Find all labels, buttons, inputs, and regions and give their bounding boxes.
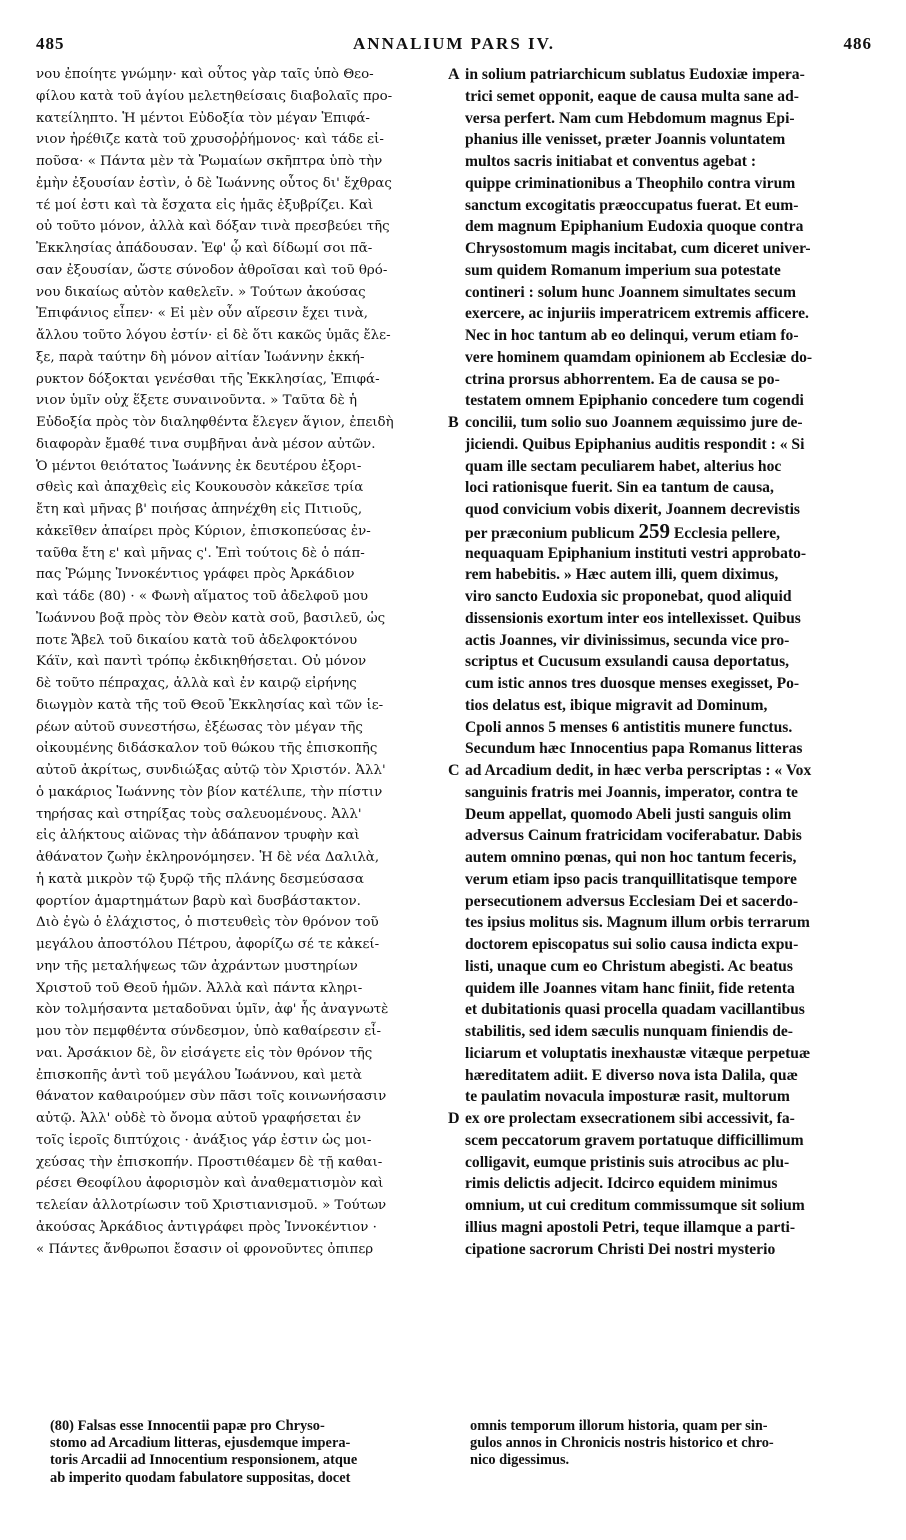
latin-text-line: tios delatus est, ibique migravit ad Dominum, [465,696,768,714]
footnote-line: gulos annos in Chronicis nostris historico et chro- [470,1435,774,1452]
latin-text-line: exercere, ac injuriis imperatricem extremis afficere. [465,305,809,323]
section-marker-c: C [448,762,460,779]
greek-text-line: μου τὸν πεμφθέντα σύνδεσμον, ὑπὸ καθαίρεσιν εἶ- [36,1024,382,1039]
latin-text-line: per præconium publicum 259 Ecclesia pellere, [465,520,781,543]
greek-text-line: κἀκεῖθεν ἀπαίρει πρὸς Κύριον, ἐπισκοπεύσας ἐν- [36,523,371,539]
greek-text-line: Εὐδοξία πρὸς τὸν διαληφθέντα ἔλεγεν ἅγιον, ἐπειδὴ [36,415,394,430]
latin-text-line: quidem ille Joannes vitam hanc finiit, fide retenta [465,979,795,997]
greek-text-line: οὐ τοῦτο μόνον, ἀλλὰ καὶ δόξαν τινὰ πρεσβεύει τῆς [36,219,390,235]
greek-text-line: νιον ἠρέθιζε κατὰ τοῦ χρυσοῤῥήμονος· καὶ τάδε εἰ- [36,132,384,148]
latin-text-line: Chrysostomum magis incitabat, cum diceret univer- [465,240,811,257]
latin-text-line: actis Joannes, vir divinissimus, secunda vice pro- [465,631,790,649]
latin-text-line: dissensionis exortum inter eos intellexisset. Quibus [465,609,801,627]
latin-text-line: quod convicium vobis dixerit, Joannem decrevistis [465,501,800,518]
latin-text-line: Nec in hoc tantum ab eo delinqui, verum etiam fo- [465,327,799,344]
footnote-left [50,1418,445,1487]
greek-text-line: ὁ μακάριος Ἰωάννης τὸν βίον κατέλιπε, τὴν πίστιν [36,784,383,800]
greek-text-line: ἐμὴν ἐξουσίαν ἐστὶν, ὁ δὲ Ἰωάννης οὗτος δι' ἔχθρας [36,175,392,191]
latin-text-line: verum etiam ipso pacis tranquillitatisque tempore [465,870,797,888]
section-marker-a: A [448,66,460,83]
greek-text-line: Κάϊν, καὶ παντὶ τρόπῳ ἐκδικηθήσεται. Οὐ μόνον [36,654,367,670]
latin-text-line: testatem omnem Epiphanio concedere tum cogendi [465,392,804,410]
footnote-line: (80) Falsas esse Innocentii papæ pro Chryso- [50,1418,325,1434]
latin-text-line: adversus Cainum fratricidam vociferabatur. Dabis [465,827,802,845]
latin-text-line: liciarum et voluptatis inexhaustæ vitæque perpetuæ [465,1044,811,1062]
latin-text-line: te paulatim novacula imposturæ rasit, multorum [465,1088,790,1106]
latin-text-line: cum istic annos tres duosque menses exegisset, Po- [465,675,800,692]
greek-text-line: Ἐκκλησίας ἀπάδουσαν. Ἐφ' ᾧ καὶ δίδωμί σοι πᾶ- [36,241,373,256]
greek-text-line: νην τῆς μεταλήψεως τῶν ἀχράντων μυστηρίων [36,958,358,974]
latin-text-line: listi, unaque cum eo Christum abegisti. Ac beatus [465,957,793,975]
latin-text-line: multos sacris initiabat et conventus agebat : [465,153,757,170]
latin-text-line: dem magnum Epiphanium Eudoxia quoque contra [465,218,804,236]
greek-text-line: τηρήσας καὶ στηρίξας τοὺς σαλευομένους. Ἀλλ' [36,806,362,822]
latin-text-line: persecutionem adversus Ecclesiam Dei et sacerdo- [465,892,799,910]
greek-text-line: ποτε Ἄβελ τοῦ δικαίου κατὰ τοῦ ἀδελφοκτόνου [36,632,358,648]
latin-text-line: illius magni apostoli Petri, teque illamque a parti- [465,1218,796,1236]
greek-text-line: κατείληπτο. Ἡ μέντοι Εὐδοξία τὸν μέγαν Ἐπιφά- [36,110,370,126]
section-marker-b: B [448,414,459,431]
latin-text-line: versa perfert. Nam cum Hebdomum magnus Epi- [465,109,795,127]
greek-text-line: Χριστοῦ τοῦ Θεοῦ ἡμῶν. Ἀλλὰ καὶ πάντα κληρι- [36,980,363,996]
greek-text-line: φίλου κατὰ τοῦ ἁγίου μελετηθείσαις διαβολαῖς προ- [36,88,393,104]
greek-text-line: Διὸ ἐγὼ ὁ ἐλάχιστος, ὁ πιστευθεὶς τὸν θρόνον τοῦ [36,915,379,931]
latin-text-line: rimis delictis adjecit. Idcirco equidem minimus [465,1175,778,1193]
greek-text-line: δὲ τοῦτο πέπραχας, ἀλλὰ καὶ ἐν καιρῷ εἰρήνης [36,676,357,691]
latin-text-line: jiciendi. Quibus Epiphanius auditis respondit : « Si [465,435,805,453]
page-number-left: 485 [36,34,65,53]
greek-text-line: θάνατον καθαιρούμεν σὺν πᾶσι τοῖς κοινωνήσασιν [36,1089,387,1105]
latin-text-line: quippe criminationibus a Theophilo contra virum [465,174,796,192]
greek-text-line: εἰς ἀλήκτους αἰῶνας τὴν ἀδάπανον τρυφὴν καὶ [36,828,360,844]
greek-text-line: νου δικαίως αὐτὸν καθελεῖν. » Τούτων ἀκούσας [36,284,366,300]
latin-text-line: quam ille sectam peculiarem habet, alterius hoc [465,457,782,475]
greek-text-line: φορτίον ἁμαρτημάτων βαρὺ καὶ δυσβάστακτον. [36,893,361,909]
greek-text-line: ἀθάνατον ζωὴν ἐκληρονόμησεν. Ἡ δὲ νέα Δαλιλὰ, [36,850,380,865]
greek-text-line: χεύσας τὴν ἐπισκοπήν. Προστιθέαμεν δὲ τῇ καθαι- [36,1154,383,1170]
greek-text-column [36,64,446,1260]
latin-text-line: omnium, ut cui creditum commissumque sit solium [465,1197,805,1214]
latin-text-line: concilii, tum solio suo Joannem æquissimo jure de- [465,414,803,431]
latin-text-line: scem peccatorum gravem portatuque difficillimum [465,1131,804,1149]
greek-text-line: τοῖς ἱεροῖς διπτύχοις · ἀνάξιος γάρ ἐστιν ὡς μοι- [36,1132,372,1148]
greek-text-line: Ἰωάννου βοᾷ πρὸς τὸν Θεὸν κατὰ σοῦ, βασιλεῦ, ὡς [36,610,386,626]
greek-text-line: ταῦθα ἔτη ε' καὶ μῆνας ς'. Ἐπὶ τούτοις δὲ ὁ πάπ- [36,545,365,561]
latin-text-line: ctrina prorsus abhorrentem. Ea de causa se po- [465,370,780,388]
latin-text-line: nequaquam Epiphanium instituti vestri approbato- [465,544,807,562]
greek-text-line: μεγάλου ἀποστόλου Πέτρου, ἀφορίζω σέ τε κἀκεί- [36,937,380,952]
greek-text-line: « Πάντες ἄνθρωποι ἔσασιν οἱ φρονοῦντες ὀπιπερ [36,1241,374,1257]
greek-text-line: ἐπισκοπῆς ἀντὶ τοῦ μεγάλου Ἰωάννου, καὶ μετὰ [36,1067,362,1083]
latin-text-line: viro sancto Eudoxia sic proponebat, quod aliquid [465,588,792,605]
latin-text-line: vere hominem quamdam opinionem ab Ecclesiæ do- [465,348,813,366]
footnote-line: omnis temporum illorum historia, quam per sin- [470,1418,768,1434]
latin-text-line: stabilitis, sed idem sæculis nunquam finiendis de- [465,1023,793,1040]
footnote-line: nico digessimus. [470,1452,570,1469]
greek-text-line: αὐτῷ. Ἀλλ' οὐδὲ τὸ ὄνομα αὐτοῦ γραφήσεται ἐν [36,1111,362,1126]
greek-text-line: Ἐπιφάνιος εἶπεν· « Εἰ μὲν οὖν αἵρεσιν ἔχει τινὰ, [36,306,369,322]
greek-text-line: ἄλλου τοῦτο λόγου ἐστίν· εἰ δὲ ὅτι κακῶς ὑμᾶς ἔλε- [36,328,391,343]
latin-text-line: Cpoli annos 5 menses 6 antistitis munere functus. [465,718,793,736]
running-header [36,34,872,58]
latin-text-line: sanctum excogitatis præoccupatus fuerat. Et eum- [465,196,799,214]
greek-text-line: κὸν τολμήσαντα μεταδοῦναι ὑμῖν, ἀφ' ἧς ἀναγνωτὲ [36,1002,389,1018]
greek-text-line: ἡ κατὰ μικρὸν τῷ ξυρῷ τῆς πλάνης δεσμεύσασα [36,871,364,887]
latin-text-line: et dubitationis quasi procella quadam vacillantibus [465,1001,805,1019]
latin-text-line: sanguinis fratris mei Joannis, imperator, contra te [465,783,798,801]
latin-text-line: rem habebitis. » Hæc autem illi, quem diximus, [465,566,779,584]
greek-text-line: Ὁ μέντοι θειότατος Ἰωάννης ἐκ δευτέρου ἐξορι- [36,458,362,474]
section-marker-d: D [448,1110,460,1127]
greek-text-line: ρυκτον δόξοκται γενέσθαι τῆς Ἐκκλησίας, Ἐπιφά- [36,371,380,387]
latin-text-line: doctorem episcopatus sui solio causa indicta expu- [465,936,799,953]
greek-text-line: τελείαν ἀλλοτρίωσιν τοῦ Χριστιανισμοῦ. » Τούτων [36,1198,387,1213]
greek-text-line: οἰκουμένης διδάσκαλον τοῦ θώκου τῆς ἐπισκοπῆς [36,741,378,757]
latin-text-line: hæreditatem adiit. E diverso nova ista Dalila, quæ [465,1066,798,1084]
latin-text-line: cipatione sacrorum Christi Dei nostri mysterio [465,1240,776,1258]
latin-text-column [465,64,877,1260]
latin-text-line: ex ore prolectam exsecrationem sibi accessivit, fa- [465,1110,795,1127]
greek-text-line: ἔτη καὶ μῆνας β' ποιήσας ἀπηνέχθη εἰς Πιτιοῦς, [36,502,363,517]
running-title: ANNALIUM PARS IV. [353,34,555,53]
latin-text-line: trici semet opponit, eaque de causa multa sane ad- [465,87,799,105]
greek-text-line: σαν ἐξουσίαν, ὥστε σύνοδον ἀθροῖσαι καὶ τοῦ θρό- [36,262,388,278]
latin-text-line: ad Arcadium dedit, in hæc verba perscriptas : « Vox [465,762,812,779]
greek-text-line: ἀκούσας Ἀρκάδιος ἀντιγράφει πρὸς Ἰννοκέντιον · [36,1219,377,1235]
latin-text-line: tes ipsius molitus sis. Magnum illum orbis terrarum [465,914,810,932]
greek-text-line: αὐτοῦ ἀκρίτως, συνδιώξας αὐτῷ τὸν Χριστόν. Ἀλλ' [36,763,386,778]
greek-text-line: ξε, παρὰ ταύτην δὴ μόνον αἰτίαν Ἰωάννην ἐκκή- [36,349,365,365]
page-number-right: 486 [843,34,872,53]
latin-text-line: Secundum hæc Innocentius papa Romanus litteras [465,740,803,758]
footnote-line: toris Arcadii ad Innocentium responsionem, atque [50,1452,358,1469]
latin-text-line: contineri : solum hunc Joannem simultates secum [465,283,796,301]
greek-text-line: ρέων αὐτοῦ συνεστήσω, ἐξέωσας τὸν μέγαν τῆς [36,719,363,735]
greek-text-line: νιον ὑμῖν οὐχ ἕξετε συναινοῦντα. » Ταῦτα δὲ ἡ [36,393,357,409]
footnote-line: stomo ad Arcadium litteras, ejusdemque impera- [50,1435,351,1452]
greek-text-line: ποῦσα· « Πάντα μὲν τὰ Ῥωμαίων σκῆπτρα ὑπὸ τὴν [36,154,383,169]
latin-text-line: colligavit, eumque pristinis suis atrocibus ac plu- [465,1153,790,1171]
latin-text-line: loci rationisque fuerit. Sin ea tantum de causa, [465,479,774,497]
latin-text-line: scriptus et Cucusum exsulandi causa deportatus, [465,653,790,671]
folio-number: 259 [638,520,670,543]
greek-text-line: διαφορὰν ἔμαθέ τινα συμβῆναι ἀνὰ μέσον αὐτῶν. [36,436,376,452]
greek-text-line: διωγμὸν κατὰ τῆς τοῦ Θεοῦ Ἐκκλησίας καὶ τῶν ἱε- [36,697,384,713]
latin-text-line: autem omnino pœnas, qui non hoc tantum feceris, [465,849,797,866]
footnote-line: ab imperito quodam fabulatore suppositas, docet [50,1469,351,1486]
greek-text-line: ρέσει Θεοφίλου ἀφορισμὸν καὶ ἀναθεματισμὸν καὶ [36,1176,384,1192]
greek-text-line: ναι. Ἀρσάκιον δὲ, ὃν εἰσάγετε εἰς τὸν θρόνον τῆς [36,1045,373,1061]
latin-text-line: sum quidem Romanum imperium sua potestate [465,261,781,279]
greek-text-line: τέ μοί ἐστι καὶ τὰ ἔσχατα εἰς ἡμᾶς ἐξυβρίζει. Καὶ [36,197,374,213]
latin-text-line: Deum appellat, quomodo Abeli justi sanguis olim [465,805,792,823]
footnote-right [470,1418,875,1470]
greek-text-line: νου ἐποίητε γνώμην· καὶ οὗτος γὰρ ταῖς ὑπὸ Θεο- [36,67,374,82]
greek-text-line: σθεὶς καὶ ἀπαχθεὶς εἰς Κουκουσὸν κἀκεῖσε τρία [36,480,364,496]
latin-text-line: phanius ille venisset, præter Joannis voluntatem [465,131,786,149]
greek-text-line: καὶ τάδε (80) · « Φωνὴ αἵματος τοῦ ἀδελφοῦ μου [36,589,369,604]
latin-text-line: in solium patriarchicum sublatus Eudoxiæ impera- [465,66,805,83]
greek-text-line: πας Ῥώμης Ἰννοκέντιος γράφει πρὸς Ἀρκάδιον [36,567,355,583]
